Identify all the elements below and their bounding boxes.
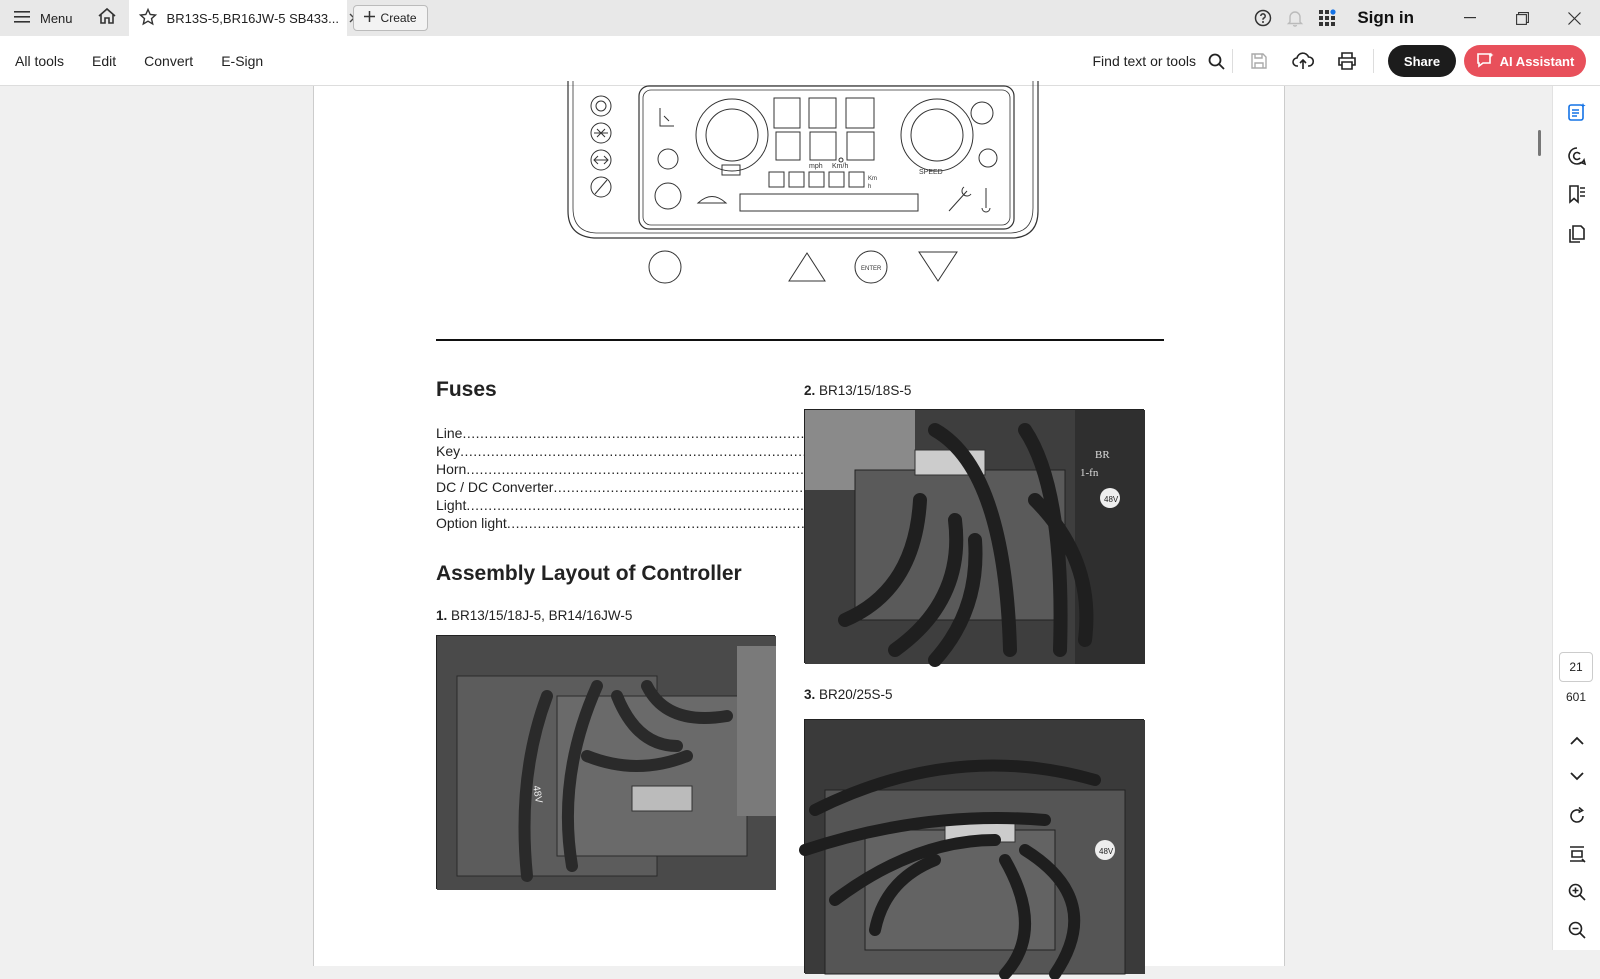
toolbar-divider [1232, 49, 1233, 73]
close-window-icon[interactable] [1548, 0, 1600, 36]
sign-in-button[interactable]: Sign in [1357, 8, 1414, 27]
assembly-heading: Assembly Layout of Controller [436, 562, 742, 585]
previous-page-icon[interactable] [1565, 728, 1589, 752]
rotate-icon[interactable] [1565, 804, 1589, 828]
edit-menu[interactable]: Edit [92, 52, 117, 69]
fuse-row [436, 460, 776, 478]
vertical-scrollbar-thumb[interactable] [1538, 130, 1541, 156]
convert-menu[interactable]: Convert [144, 52, 194, 69]
caption-text: BR20/25S-5 [815, 687, 893, 702]
photo1-48v-label: 48V [530, 784, 544, 805]
controller-photo-2 [804, 409, 1144, 663]
restore-icon[interactable] [1496, 0, 1548, 36]
scroll-mode-icon[interactable] [1565, 842, 1589, 866]
dash-label-kmh: Km/h [832, 163, 849, 170]
zoom-in-icon[interactable] [1565, 880, 1589, 904]
pages-icon[interactable] [1565, 222, 1589, 246]
photo-caption-3 [804, 687, 893, 702]
dash-label-speed: SPEED [919, 169, 943, 176]
find-text-tools[interactable]: Find text or tools [1092, 53, 1196, 69]
minimize-icon[interactable] [1444, 0, 1496, 36]
share-button[interactable]: Share [1388, 45, 1456, 77]
tab-title: BR13S-5,BR16JW-5 SB433... [166, 10, 339, 26]
star-icon[interactable] [139, 8, 157, 29]
save-icon[interactable] [1237, 36, 1281, 86]
all-tools-menu[interactable]: All tools [15, 52, 65, 69]
plus-icon [364, 11, 375, 25]
fuse-row [436, 424, 776, 442]
photo-caption-1 [436, 608, 632, 623]
fuse-name: Light [436, 497, 467, 513]
photo2-note-1: BR [1095, 449, 1110, 461]
toolbar-divider [1373, 49, 1374, 73]
home-button[interactable] [87, 0, 127, 36]
fuse-list [436, 424, 776, 532]
controller-photo-3 [804, 719, 1144, 973]
comment-icon[interactable] [1565, 144, 1589, 168]
dash-label-mph: mph [809, 163, 823, 170]
fuse-row [436, 478, 776, 496]
menu-button[interactable] [0, 0, 87, 36]
toolbar [0, 36, 1600, 86]
caption-text: BR13/15/18J-5, BR14/16JW-5 [447, 608, 633, 623]
upload-cloud-icon[interactable] [1281, 36, 1325, 86]
zoom-out-icon[interactable] [1565, 918, 1589, 942]
caption-text: BR13/15/18S-5 [815, 383, 912, 398]
total-pages: 601 [1565, 690, 1587, 704]
document-viewport[interactable] [0, 86, 1535, 950]
ai-assistant-button[interactable] [1464, 45, 1586, 77]
create-button[interactable] [353, 5, 428, 31]
ai-summary-icon[interactable] [1565, 100, 1589, 124]
dash-label-h: h [868, 184, 872, 190]
menu-label: Menu [40, 10, 73, 26]
print-icon[interactable] [1325, 36, 1369, 86]
fuse-name: Option light [436, 515, 507, 531]
title-bar [0, 0, 1600, 36]
bell-icon[interactable] [1279, 0, 1311, 36]
controller-photo-1 [436, 635, 775, 889]
photo3-48v-label: 48V [1099, 847, 1114, 856]
bookmark-icon[interactable] [1565, 182, 1589, 206]
caption-number: 3. [804, 687, 816, 702]
photo2-note-2: 1-fn [1080, 467, 1099, 479]
apps-icon[interactable] [1311, 0, 1343, 36]
section-divider [436, 339, 1164, 341]
pdf-page [313, 86, 1285, 966]
fuse-name: DC / DC Converter [436, 479, 554, 495]
caption-number: 2. [804, 383, 816, 398]
fuse-row [436, 496, 776, 514]
caption-number: 1. [436, 608, 448, 623]
ai-assistant-label: AI Assistant [1499, 53, 1575, 69]
fuse-row [436, 514, 776, 532]
next-page-icon[interactable] [1565, 764, 1589, 788]
help-icon[interactable] [1247, 0, 1279, 36]
photo2-48v-label: 48V [1104, 495, 1119, 504]
ai-assistant-icon [1476, 52, 1494, 71]
current-page-input[interactable]: 21 [1559, 652, 1593, 682]
fuse-row [436, 442, 776, 460]
fuses-heading: Fuses [436, 378, 497, 401]
search-icon[interactable] [1204, 53, 1228, 70]
fuse-name: Line [436, 425, 463, 441]
right-rail [1552, 86, 1600, 950]
dashboard-display-illustration [564, 86, 1044, 308]
home-icon [97, 7, 117, 30]
create-label: Create [380, 11, 417, 25]
dash-label-enter: ENTER [861, 266, 882, 272]
esign-menu[interactable]: E-Sign [221, 52, 264, 69]
photo-caption-2 [804, 383, 911, 398]
fuse-name: Key [436, 443, 461, 459]
hamburger-icon [14, 10, 30, 27]
dash-label-km: Km [868, 176, 877, 182]
document-tab[interactable] [129, 0, 347, 36]
fuse-name: Horn [436, 461, 467, 477]
